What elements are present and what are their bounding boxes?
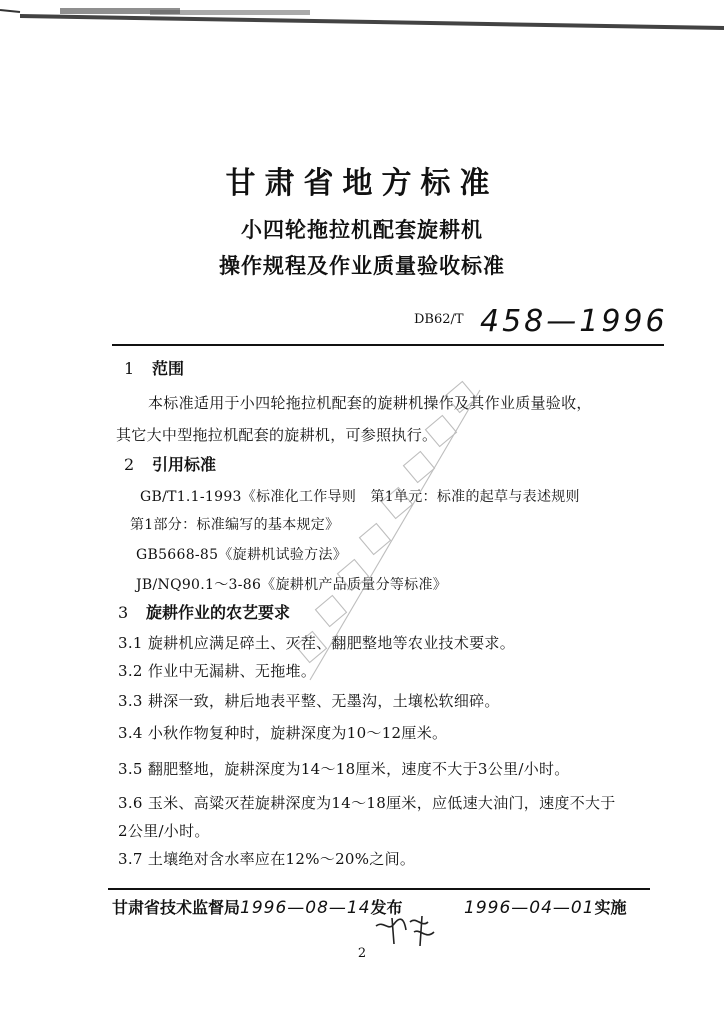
section-1-number: 1 — [124, 359, 135, 378]
section-3-number: 3 — [118, 603, 129, 622]
footer-divider — [108, 888, 650, 890]
header-divider — [112, 344, 664, 346]
item-3-3: 3.3 耕深一致，耕后地表平整、无墨沟，土壤松软细碎。 — [118, 692, 500, 710]
section-1-text-line-1: 本标准适用于小四轮拖拉机配套的旋耕机操作及其作业质量验收， — [148, 394, 592, 412]
standard-number-handwritten: 458—1996 — [480, 304, 668, 339]
standard-number-prefix: DB62/T — [414, 312, 464, 327]
section-2-title: 引用标准 — [152, 455, 217, 474]
section-1-heading — [124, 356, 184, 379]
issue-date: 1996—08—14 — [240, 898, 371, 918]
reference-1-line-1: GB/T1.1-1993《标准化工作导则 第1单元：标准的起草与表述规则 — [140, 489, 580, 505]
item-3-6-line-2: 2公里/小时。 — [118, 822, 210, 840]
section-2-number: 2 — [124, 455, 135, 474]
page-number: 2 — [357, 946, 367, 961]
item-3-7: 3.7 土壤绝对含水率应在12%～20%之间。 — [118, 850, 416, 868]
section-1-title: 范围 — [152, 359, 185, 378]
scan-top-edge-artifact — [0, 0, 724, 40]
issue-label: 发布 — [370, 898, 403, 917]
reference-2: GB5668-85《旋耕机试验方法》 — [136, 547, 348, 563]
section-3-heading — [118, 600, 290, 623]
issuer-name: 甘肃省技术监督局 — [112, 898, 241, 917]
document-subtitle-line-1: 小四轮拖拉机配套旋耕机 — [241, 218, 483, 242]
effective-statement — [464, 895, 627, 918]
page-title: 甘肃省地方标准 — [225, 166, 499, 201]
handwritten-signature — [370, 910, 440, 950]
reference-1-line-2: 第1部分：标准编写的基本规定》 — [130, 517, 340, 533]
item-3-5: 3.5 翻肥整地，旋耕深度为14～18厘米，速度不大于3公里/小时。 — [118, 760, 570, 778]
issue-statement — [112, 895, 403, 918]
section-1-text-line-2: 其它大中型拖拉机配套的旋耕机，可参照执行。 — [116, 426, 438, 444]
document-subtitle-line-2: 操作规程及作业质量验收标准 — [219, 254, 505, 278]
reference-3: JB/NQ90.1～3-86《旋耕机产品质量分等标准》 — [136, 577, 448, 593]
section-3-title: 旋耕作业的农艺要求 — [146, 603, 291, 622]
effective-date: 1996—04—01 — [464, 898, 595, 918]
item-3-6-line-1: 3.6 玉米、高粱灭茬旋耕深度为14～18厘米，应低速大油门，速度不大于 — [118, 794, 616, 812]
item-3-2: 3.2 作业中无漏耕、无拖堆。 — [118, 662, 317, 680]
effective-label: 实施 — [594, 898, 627, 917]
section-2-heading — [124, 452, 216, 475]
item-3-1: 3.1 旋耕机应满足碎土、灭茬、翻肥整地等农业技术要求。 — [118, 634, 516, 652]
item-3-4: 3.4 小秋作物复种时，旋耕深度为10～12厘米。 — [118, 724, 448, 742]
